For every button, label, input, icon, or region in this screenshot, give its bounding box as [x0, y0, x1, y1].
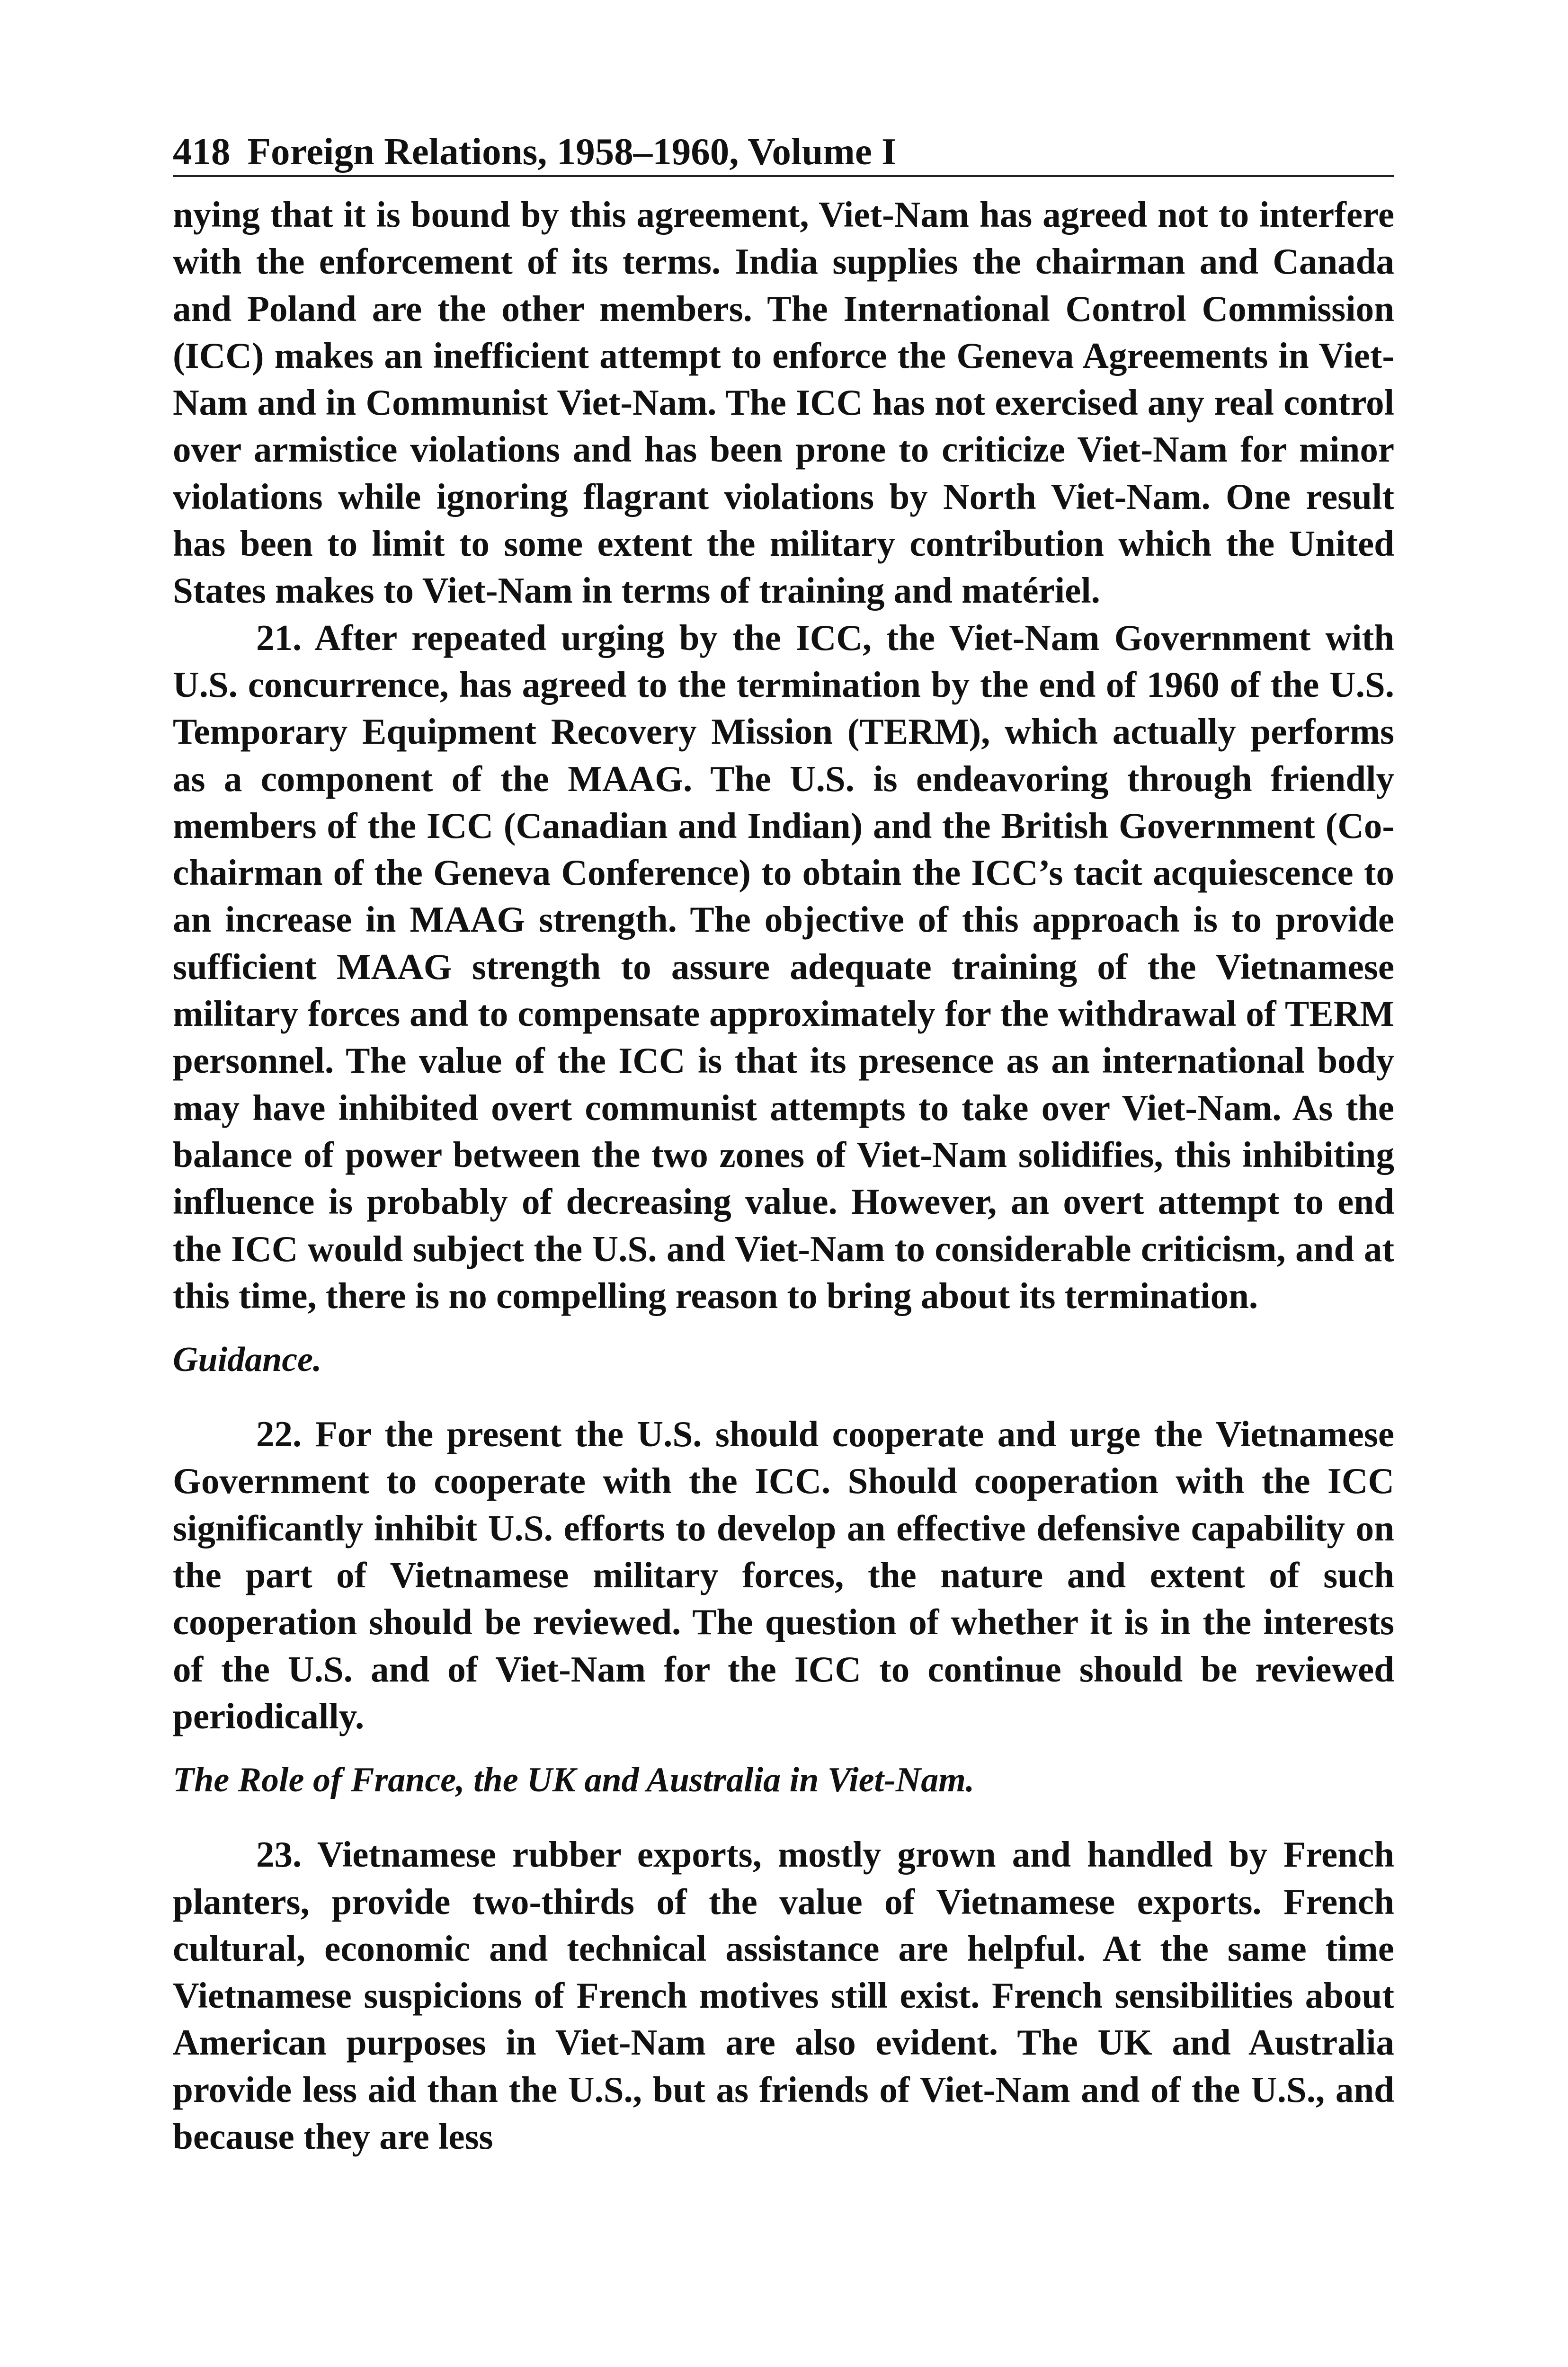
- body-text: [173, 191, 1394, 2160]
- section-heading-role: The Role of France, the UK and Australia in Viet-Nam.: [173, 1761, 975, 1800]
- section-heading-guidance: Guidance.: [173, 1340, 322, 1379]
- page-number: 418: [173, 130, 231, 173]
- document-page: [173, 128, 1394, 2160]
- paragraph-continued: nying that it is bound by this agreement, Viet-Nam has agreed not to interfere with the enforcement of its terms. India supplies the chairman and Canada and Poland are the other members. The International Control Commission (ICC) makes an inefficient attempt to enforce the Geneva Agreements in Viet-Nam and in Communist Viet-Nam. The ICC has not exercised any real control over armistice violations and has been prone to criticize Viet-Nam for minor violations while ignoring flagrant violations by North Viet-Nam. One result has been to limit to some extent the military contribution which the United States makes to Viet-Nam in terms of training and matériel.: [173, 194, 1394, 611]
- volume-title: Foreign Relations, 1958–1960, Volume I: [247, 130, 897, 173]
- paragraph-21: 21. After repeated urging by the ICC, the Viet-Nam Government with U.S. concurrence, has agreed to the termination by the end of 1960 of the U.S. Temporary Equipment Recovery Mission (TERM), which actually performs as a component of the MAAG. The U.S. is endeavoring through friendly members of the ICC (Canadian and Indian) and the British Government (Co-chairman of the Geneva Conference) to obtain the ICC’s tacit acquiescence to an increase in MAAG strength. The objective of this approach is to provide sufficient MAAG strength to assure adequate training of the Vietnamese military forces and to compensate approximately for the withdrawal of TERM personnel. The value of the ICC is that its presence as an international body may have inhibited overt communist attempts to take over Viet-Nam. As the balance of power between the two zones of Viet-Nam solidifies, this inhibiting influence is probably of decreasing value. However, an overt attempt to end the ICC would subject the U.S. and Viet-Nam to considerable criticism, and at this time, there is no compelling reason to bring about its termination.: [173, 617, 1394, 1316]
- paragraph-23: 23. Vietnamese rubber exports, mostly grown and handled by French planters, provide two-thirds of the value of Vietnamese exports. French cultural, economic and technical assistance are helpful. At the same time Vietnamese suspicions of French motives still exist. French sensibilities about American purposes in Viet-Nam are also evident. The UK and Australia provide less aid than the U.S., but as friends of Viet-Nam and of the U.S., and because they are less: [173, 1834, 1394, 2157]
- paragraph-22: 22. For the present the U.S. should cooperate and urge the Vietnamese Government to cooperate with the ICC. Should cooperation with the ICC significantly inhibit U.S. efforts to develop an effective defensive capability on the part of Vietnamese military forces, the nature and extent of such cooperation should be reviewed. The question of whether it is in the interests of the U.S. and of Viet-Nam for the ICC to continue should be reviewed periodically.: [173, 1414, 1394, 1736]
- running-head: [173, 128, 1394, 177]
